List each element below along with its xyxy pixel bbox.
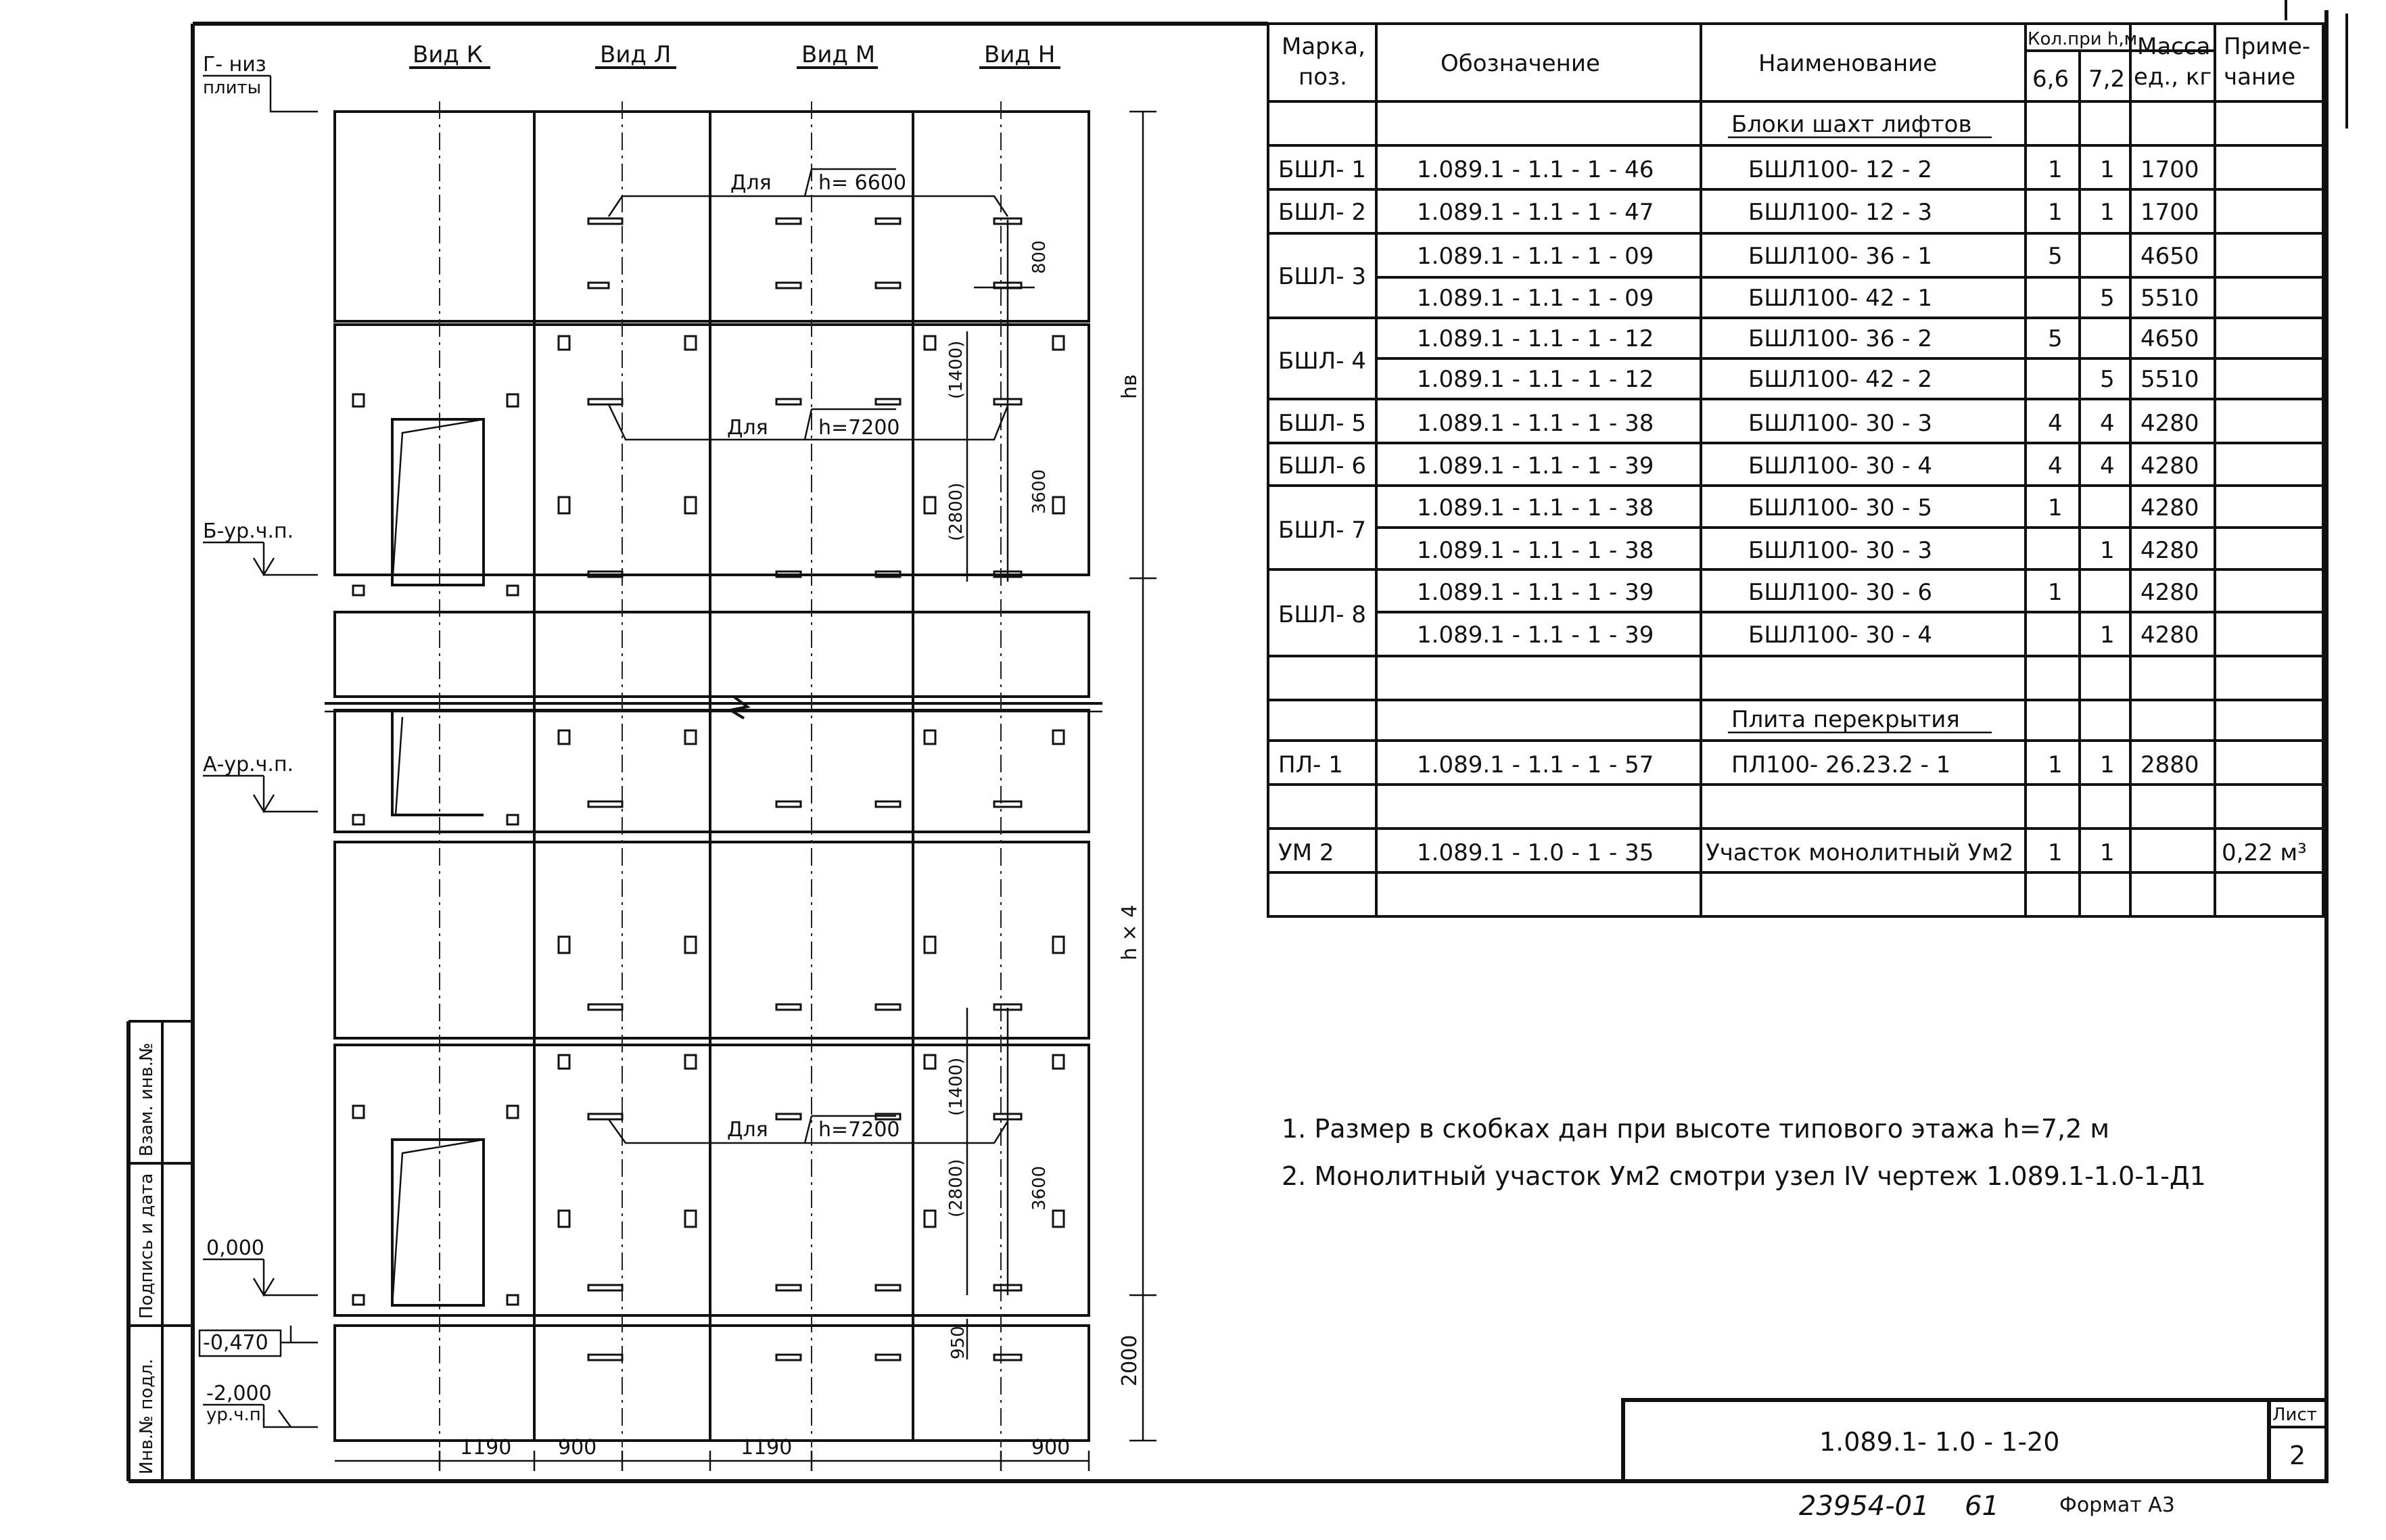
table-row bbox=[1417, 452, 2199, 480]
h7200-label-2: h=7200 bbox=[818, 1118, 900, 1142]
row2-q72: 1 bbox=[2100, 199, 2115, 226]
row6-q72: 5 bbox=[2100, 366, 2115, 393]
row14-note: 0,22 м³ bbox=[2222, 839, 2307, 866]
row4-des: 1.089.1 - 1.1 - 1 - 09 bbox=[1417, 285, 1654, 312]
archive-61: 61 bbox=[1965, 1491, 1999, 1522]
table-row bbox=[1417, 243, 2199, 270]
table-row bbox=[1417, 494, 2199, 521]
for-label-2: Для bbox=[727, 416, 768, 440]
hdr-mark-1: Марка, bbox=[1282, 33, 1365, 60]
mark-pl1: ПЛ- 1 bbox=[1278, 751, 1343, 778]
table-row bbox=[1417, 751, 2199, 778]
note-1: 1. Размер в скобках дан при высоте типового этажа h=7,2 м bbox=[1282, 1114, 2109, 1144]
mark-bshl7: БШЛ- 7 bbox=[1278, 517, 1366, 544]
row12-q72: 1 bbox=[2100, 622, 2115, 649]
level-m2-2: ур.ч.п. bbox=[206, 1405, 267, 1425]
row14-q66: 1 bbox=[2048, 839, 2063, 866]
view-label-l: Вид Л bbox=[600, 41, 672, 68]
sheet-number: 2 bbox=[2289, 1441, 2306, 1470]
mark-bshl1: БШЛ- 1 bbox=[1278, 156, 1366, 183]
hdr-note-2: чание bbox=[2224, 64, 2296, 91]
level-top-2: плиты bbox=[203, 78, 262, 98]
row1-mass: 1700 bbox=[2141, 156, 2199, 183]
side-stamp bbox=[128, 1021, 193, 1481]
row12-mass: 4280 bbox=[2141, 622, 2199, 649]
table-row bbox=[1417, 325, 2199, 352]
level-marks bbox=[200, 53, 318, 1427]
table-row bbox=[1417, 537, 2199, 564]
mark-bshl4: БШЛ- 4 bbox=[1278, 348, 1366, 375]
mark-bshl2: БШЛ- 2 bbox=[1278, 199, 1366, 226]
mark-bshl3: БШЛ- 3 bbox=[1278, 263, 1366, 290]
dim-bottom-4: 900 bbox=[1031, 1436, 1071, 1460]
hdr-mark-2: поз. bbox=[1299, 64, 1347, 91]
table-row bbox=[1417, 366, 2199, 393]
mark-um2: УМ 2 bbox=[1278, 839, 1334, 866]
row5-des: 1.089.1 - 1.1 - 1 - 12 bbox=[1417, 325, 1654, 352]
row6-des: 1.089.1 - 1.1 - 1 - 12 bbox=[1417, 366, 1654, 393]
row7-mass: 4280 bbox=[2141, 410, 2199, 437]
level-a: А-ур.ч.п. bbox=[203, 753, 294, 776]
row3-des: 1.089.1 - 1.1 - 1 - 09 bbox=[1417, 243, 1654, 270]
archive-number: 23954-01 bbox=[1799, 1491, 1929, 1522]
row11-des: 1.089.1 - 1.1 - 1 - 39 bbox=[1417, 579, 1654, 606]
row11-q66: 1 bbox=[2048, 579, 2063, 606]
row9-des: 1.089.1 - 1.1 - 1 - 38 bbox=[1417, 494, 1654, 521]
dim-2800-2: (2800) bbox=[946, 1159, 966, 1217]
elevation-drawing bbox=[200, 41, 1156, 1471]
row12-des: 1.089.1 - 1.1 - 1 - 39 bbox=[1417, 622, 1654, 649]
dim-1400-2: (1400) bbox=[946, 1057, 966, 1116]
row7-name: БШЛ100- 30 - 3 bbox=[1748, 410, 1932, 437]
dim-hx4: h × 4 bbox=[1118, 904, 1142, 960]
table-row bbox=[1417, 156, 2199, 183]
row3-mass: 4650 bbox=[2141, 243, 2199, 270]
drawing-code: 1.089.1- 1.0 - 1-20 bbox=[1819, 1427, 2060, 1457]
section-slab: Плита перекрытия bbox=[1731, 706, 1960, 733]
format-label: Формат А3 bbox=[2059, 1493, 2175, 1517]
row9-name: БШЛ100- 30 - 5 bbox=[1748, 494, 1932, 521]
dim-800: 800 bbox=[1029, 240, 1050, 274]
for-label-3: Для bbox=[727, 1118, 768, 1142]
row8-mass: 4280 bbox=[2141, 452, 2199, 480]
row1-q72: 1 bbox=[2100, 156, 2115, 183]
row4-mass: 5510 bbox=[2141, 285, 2199, 312]
row4-q72: 5 bbox=[2100, 285, 2115, 312]
row3-name: БШЛ100- 36 - 1 bbox=[1748, 243, 1932, 270]
row5-q66: 5 bbox=[2048, 325, 2063, 352]
row9-q66: 1 bbox=[2048, 494, 2063, 521]
level-top-1: Г- низ bbox=[203, 53, 266, 76]
level-m047: -0,470 bbox=[203, 1331, 268, 1355]
row8-q66: 4 bbox=[2048, 452, 2063, 480]
row5-mass: 4650 bbox=[2141, 325, 2199, 352]
row14-des: 1.089.1 - 1.0 - 1 - 35 bbox=[1417, 839, 1654, 866]
row3-q66: 5 bbox=[2048, 243, 2063, 270]
row2-des: 1.089.1 - 1.1 - 1 - 47 bbox=[1417, 199, 1654, 226]
dim-1400-1: (1400) bbox=[946, 340, 966, 399]
dim-3600-2: 3600 bbox=[1029, 1165, 1050, 1211]
hdr-qty72: 7,2 bbox=[2088, 66, 2126, 93]
anchor-leaders bbox=[609, 169, 1008, 1143]
row7-q72: 4 bbox=[2100, 410, 2115, 437]
h6600-label: h= 6600 bbox=[818, 171, 907, 195]
table-row bbox=[1417, 622, 2199, 649]
row2-mass: 1700 bbox=[2141, 199, 2199, 226]
row10-mass: 4280 bbox=[2141, 537, 2199, 564]
for-label-1: Для bbox=[730, 171, 772, 195]
note-2: 2. Монолитный участок Ум2 смотри узел IV чертеж 1.089.1-1.0-1-Д1 bbox=[1282, 1161, 2206, 1191]
door-openings bbox=[392, 419, 484, 1305]
row14-q72: 1 bbox=[2100, 839, 2115, 866]
row6-mass: 5510 bbox=[2141, 366, 2199, 393]
row12-name: БШЛ100- 30 - 4 bbox=[1748, 622, 1932, 649]
dim-hb: hв bbox=[1118, 374, 1142, 399]
table-row bbox=[1417, 839, 2307, 866]
table-row bbox=[1417, 285, 2199, 312]
dim-950: 950 bbox=[948, 1326, 968, 1359]
row13-name: ПЛ100- 26.23.2 - 1 bbox=[1731, 751, 1951, 778]
view-label-k: Вид К bbox=[413, 41, 483, 68]
row10-name: БШЛ100- 30 - 3 bbox=[1748, 537, 1932, 564]
hdr-note-1: Приме- bbox=[2224, 33, 2311, 60]
row8-des: 1.089.1 - 1.1 - 1 - 39 bbox=[1417, 452, 1654, 480]
sheet-label: Лист bbox=[2272, 1405, 2317, 1425]
section-blocks: Блоки шахт лифтов bbox=[1731, 111, 1972, 138]
row13-des: 1.089.1 - 1.1 - 1 - 57 bbox=[1417, 751, 1654, 778]
hdr-qty: Кол.при h,м bbox=[2028, 29, 2138, 49]
row7-q66: 4 bbox=[2048, 410, 2063, 437]
footer bbox=[1799, 1491, 2175, 1522]
view-label-n: Вид Н bbox=[984, 41, 1056, 68]
row10-q72: 1 bbox=[2100, 537, 2115, 564]
stamp-vzam: Взам. инв.№ bbox=[137, 1042, 157, 1157]
table-row bbox=[1417, 199, 2199, 226]
row10-des: 1.089.1 - 1.1 - 1 - 38 bbox=[1417, 537, 1654, 564]
row14-name: Участок монолитный Ум2 bbox=[1706, 839, 2014, 866]
hdr-mass-2: ед., кг bbox=[2134, 64, 2212, 91]
hdr-qty66: 6,6 bbox=[2032, 66, 2069, 93]
row13-q72: 1 bbox=[2100, 751, 2115, 778]
row6-name: БШЛ100- 42 - 2 bbox=[1748, 366, 1932, 393]
row1-name: БШЛ100- 12 - 2 bbox=[1748, 156, 1932, 183]
dim-bottom-3: 1190 bbox=[741, 1436, 793, 1460]
row9-mass: 4280 bbox=[2141, 494, 2199, 521]
stamp-inv-podl: Инв.№ подл. bbox=[137, 1358, 157, 1474]
row2-name: БШЛ100- 12 - 3 bbox=[1748, 199, 1932, 226]
hdr-designation: Обозначение bbox=[1441, 50, 1600, 77]
mark-bshl5: БШЛ- 5 bbox=[1278, 410, 1366, 437]
dim-3600-1: 3600 bbox=[1029, 469, 1050, 514]
row13-q66: 1 bbox=[2048, 751, 2063, 778]
row11-mass: 4280 bbox=[2141, 579, 2199, 606]
panel-grid bbox=[325, 101, 1102, 1447]
row5-name: БШЛ100- 36 - 2 bbox=[1748, 325, 1932, 352]
spec-table bbox=[1268, 24, 2323, 916]
level-m2-1: -2,000 bbox=[206, 1382, 272, 1405]
dim-bottom-2: 900 bbox=[558, 1436, 597, 1460]
row1-des: 1.089.1 - 1.1 - 1 - 46 bbox=[1417, 156, 1654, 183]
hdr-mass-1: Масса bbox=[2137, 33, 2211, 60]
row7-des: 1.089.1 - 1.1 - 1 - 38 bbox=[1417, 410, 1654, 437]
dim-2000: 2000 bbox=[1118, 1334, 1142, 1386]
hdr-name: Наименование bbox=[1758, 50, 1938, 77]
row11-name: БШЛ100- 30 - 6 bbox=[1748, 579, 1932, 606]
row4-name: БШЛ100- 42 - 1 bbox=[1748, 285, 1932, 312]
mark-bshl6: БШЛ- 6 bbox=[1278, 452, 1366, 480]
table-row bbox=[1417, 579, 2199, 606]
view-label-m: Вид М bbox=[801, 41, 876, 68]
stamp-podpis: Подпись и дата bbox=[137, 1173, 157, 1319]
level-b: Б-ур.ч.п. bbox=[203, 519, 294, 543]
dim-bottom-1: 1190 bbox=[460, 1436, 512, 1460]
row13-mass: 2880 bbox=[2141, 751, 2199, 778]
h7200-label-1: h=7200 bbox=[818, 416, 900, 440]
row8-name: БШЛ100- 30 - 4 bbox=[1748, 452, 1932, 480]
general-notes bbox=[1282, 1114, 2206, 1191]
table-row bbox=[1417, 410, 2199, 437]
dim-2800-1: (2800) bbox=[946, 482, 966, 541]
row2-q66: 1 bbox=[2048, 199, 2063, 226]
dimension-lines bbox=[335, 112, 1156, 1471]
row1-q66: 1 bbox=[2048, 156, 2063, 183]
mark-bshl8: БШЛ- 8 bbox=[1278, 601, 1366, 628]
title-block bbox=[1623, 1400, 2326, 1481]
row8-q72: 4 bbox=[2100, 452, 2115, 480]
level-zero: 0,000 bbox=[206, 1236, 264, 1260]
